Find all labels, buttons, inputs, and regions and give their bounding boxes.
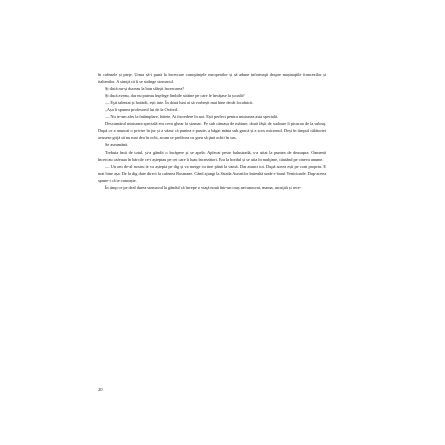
paragraph-2: Și dacă nu-și duceau la bun sfârșit încercarea? (105, 86, 184, 92)
paragraph-7: Descumărul misiunea specială era ceva ghear la stomac. Pe sub cămașa de mătase, două fâșii de sudoare îi picurau de la subraţ. După ce a aruncat o privire în jur și a văzut că puntea e pustie, a băgat mâna sub geacă și a scos micronul. Deși în timpul călătoriei avusese grijă să nu mai dea în ochi, acum se prefăcea cu greu să ţină ochii în sus. (98, 121, 326, 141)
paragraph-11: În timp ce pe deal durea stomacul la gândul că începe o viaţă nouă într-un oraș necunoscut, mama, ascuţită și rece- (105, 184, 302, 190)
paragraph-3: Și dacă aveau, dar nu puteau înţelege limbile străine pe care le învăţase la școală? (105, 93, 245, 99)
paragraph-4: — Eşti talentat și hotărât, ești iute. În două luni ai să vorbești mai bine decât localnicii. (105, 100, 254, 106)
paragraph-1: în cafenele și pieţe. Urma să-i pună la încercare cunoştinţele europenilor și să adune informaţii despre mașinaţiile francezilor și italienilor. A simţit că îi se strânge stomacul. (98, 72, 326, 85)
paragraph-6: — Nu te-am ales la întâmplare, băiete. Ai încredere în noi. Ești perfect pentru misiunea asta specială. (105, 114, 278, 120)
page-number: 20 (98, 387, 103, 392)
paragraph-8: Se aseamănă. (105, 142, 129, 148)
paragraph-5: „Așa îi spunea profesorul lui de la Oxford. (105, 107, 178, 113)
body-text (98, 71, 326, 191)
paragraph-10: — Un om de-al nostru te va aștepta pe dig și va merge cu tine până la vamă. Dar atunci tot. După aceea ești pe cont propriu. E mai bine așa. De la dig dute direct la cafenea Bosmane. Când ajungi la Strada Aurarilor întreabă unde e barul Yenicioade. Dup-aceea spune-i că te cunoaște. (98, 163, 326, 183)
paragraph-9: Trebuia însă de totul, și-a gândit o încăpere și se apela. Aplecat peste balustradă, s-a uitat la puntea de deasupra. Oamenii încercau cafeaua în bărcile ce-i așteptau pe cei care îi luau încrezători. Era la bordul și se uita în mulţime, căutând pe cineva anume. (98, 149, 326, 162)
